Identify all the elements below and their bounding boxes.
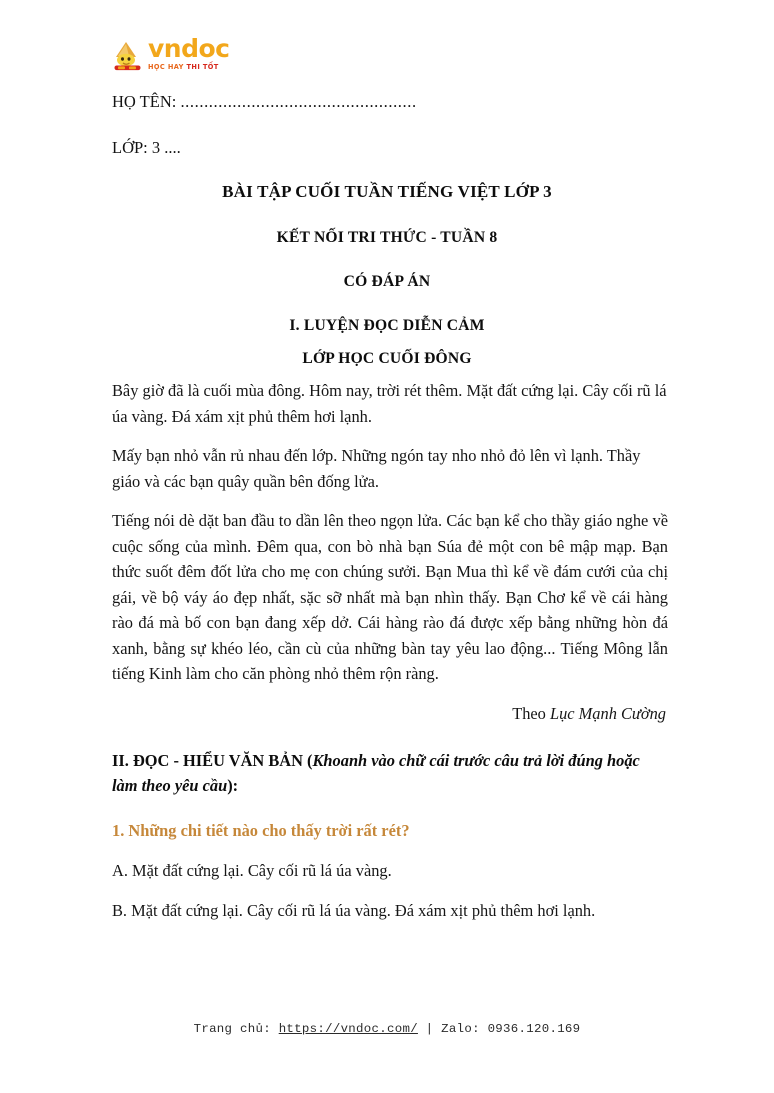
reading-paragraph-1: Bây giờ đã là cuối mùa đông. Hôm nay, trời rét thêm. Mặt đất cứng lại. Cây cối rũ lá úa vàng. Đá xám xịt phủ thêm hơi lạnh. (112, 381, 667, 426)
footer-website-link[interactable]: https://vndoc.com/ (278, 1022, 418, 1036)
vndoc-mascot-icon (112, 40, 146, 72)
student-name-label: HỌ TÊN: (112, 92, 177, 111)
student-class-label: LỚP: (112, 138, 148, 157)
logo-tagline-part1: HỌC HAY (148, 63, 187, 71)
answer-key-note: CÓ ĐÁP ÁN (343, 273, 431, 290)
reading-attribution (112, 701, 668, 726)
vndoc-logo[interactable] (112, 34, 242, 78)
footer-home-label: Trang chủ: (193, 1022, 279, 1036)
logo-wordmark: vndoc (148, 34, 230, 63)
footer-zalo-contact: Zalo: 0936.120.169 (441, 1022, 581, 1036)
student-name-field[interactable] (112, 92, 417, 112)
part-two-heading-plain: II. ĐỌC - HIỂU VĂN BẢN ( (112, 750, 313, 770)
section-heading-part-two (112, 748, 668, 798)
student-class-field[interactable] (112, 138, 181, 158)
curriculum-week-subtitle: KẾT NỐI TRI THỨC - TUẦN 8 (276, 229, 498, 246)
student-name-value: .................................................. (180, 92, 417, 111)
logo-tagline (148, 63, 244, 71)
reading-paragraph-3: Tiếng nói dè dặt ban đầu to dần lên theo ngọn lửa. Các bạn kể cho thầy giáo nghe về cuộc sống của mình. Đêm qua, con bò nhà bạn Súa đẻ một con bê mập mạp. Bạn thức suốt đêm đốt lửa cho mẹ con chúng sưởi. Bạn Mua thì kể về đám cưới của chị gái, về bộ váy áo đẹp nhất, sặc sỡ nhất mà bạn nhìn thấy. Bạn Chơ kể về cái hàng rào đá mà bố con bạn đang xếp dở. Cái hàng rào đá được xếp bằng những hòn đá xanh, bằng sự khéo léo, cần cù của những bàn tay yêu lao động... Tiếng Mông lẫn tiếng Kinh làm cho căn phòng nhỏ thêm rộn ràng. (112, 511, 668, 683)
logo-tagline-part2: THI TỐT (186, 63, 219, 71)
page-title: BÀI TẬP CUỐI TUẦN TIẾNG VIỆT LỚP 3 (222, 182, 552, 201)
footer-separator: | (417, 1022, 442, 1036)
vndoc-logo-text (148, 36, 244, 71)
page-footer (0, 1022, 774, 1036)
part-two-heading-tail: ): (227, 775, 239, 795)
question-1-option-a[interactable]: A. Mặt đất cứng lại. Cây cối rũ lá úa vàng. (112, 860, 392, 880)
part-two-heading-instruction: Khoanh vào chữ cái trước câu trả lời đúng hoặc làm theo yêu cầu (112, 750, 640, 795)
attribution-prefix: Theo (512, 703, 550, 723)
question-1: 1. Những chi tiết nào cho thấy trời rất rét? (112, 820, 410, 840)
student-class-value: 3 .... (151, 138, 181, 157)
section-heading-part-one: I. LUYỆN ĐỌC DIỄN CẢM (289, 317, 485, 334)
lesson-title: LỚP HỌC CUỐI ĐÔNG (302, 350, 472, 367)
attribution-author: Lục Mạnh Cường (549, 703, 666, 723)
question-1-option-b[interactable]: B. Mặt đất cứng lại. Cây cối rũ lá úa vàng. Đá xám xịt phủ thêm hơi lạnh. (112, 901, 596, 920)
reading-paragraph-2: Mấy bạn nhỏ vẫn rủ nhau đến lớp. Những ngón tay nho nhỏ đỏ lên vì lạnh. Thầy giáo và các bạn quây quần bên đống lửa. (112, 446, 641, 491)
document-body (112, 378, 668, 924)
